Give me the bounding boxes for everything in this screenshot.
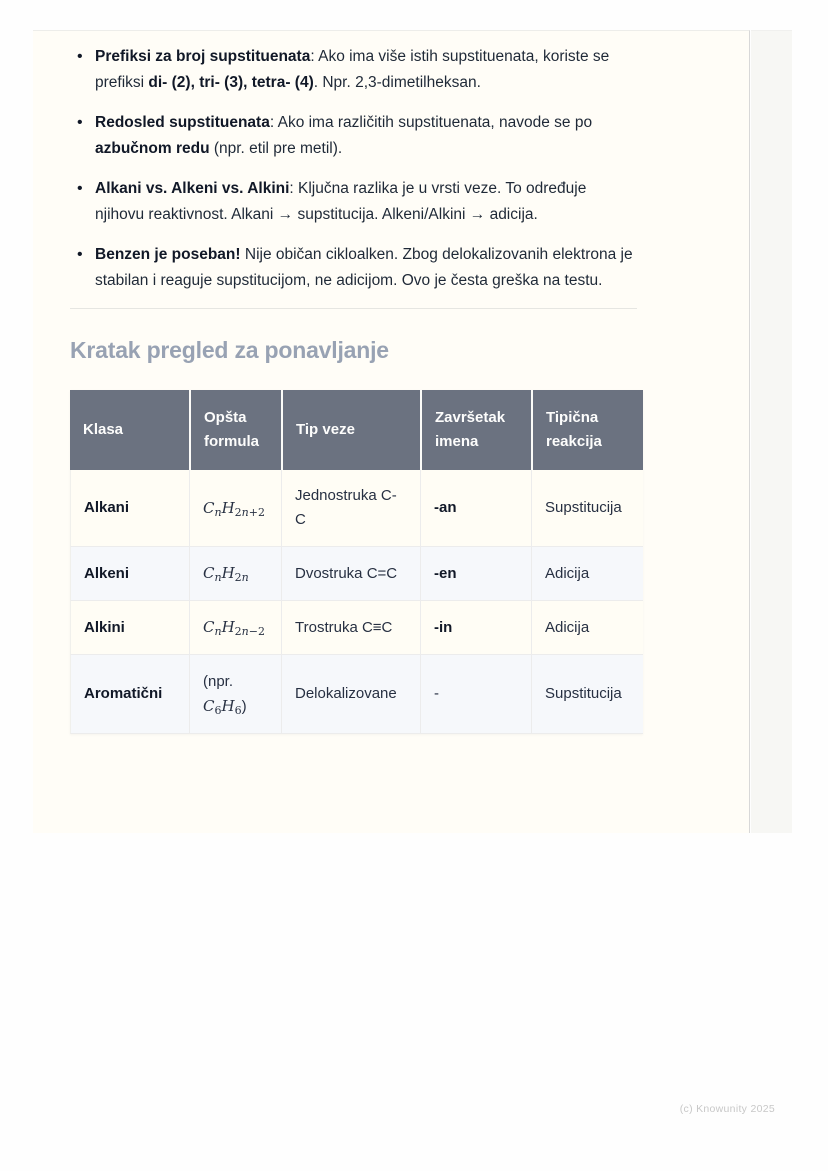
- section-heading: Kratak pregled za ponavljanje: [70, 337, 389, 363]
- class-name: Alkini: [84, 618, 125, 636]
- chemical-formula: $C_nH_{2n-2}$: [203, 618, 265, 638]
- column-header: Klasa: [70, 390, 189, 470]
- class-name: Aromatični: [84, 685, 163, 702]
- table-cell: [189, 655, 281, 734]
- table-header-row: [70, 390, 643, 470]
- column-header: Završetak imena: [420, 390, 531, 470]
- chemical-formula: $C_nH_{2n+2}$: [203, 498, 265, 519]
- table-cell: [70, 547, 189, 601]
- table-cell: [420, 655, 531, 734]
- column-header: Tip veze: [281, 390, 420, 470]
- table-cell: [420, 547, 531, 601]
- table-cell: [70, 470, 189, 547]
- table-body: [70, 470, 643, 734]
- table-cell: [420, 470, 531, 547]
- bond-type: Jednostruka C-C: [281, 470, 420, 547]
- chemical-formula: $C_nH_{2n}$: [203, 564, 249, 584]
- typical-reaction: Supstitucija: [531, 655, 643, 734]
- document-page: [33, 30, 750, 833]
- table-cell: [189, 470, 281, 547]
- next-page-edge: [751, 30, 792, 833]
- bond-type: Delokalizovane: [281, 655, 420, 734]
- chemical-formula: (npr. $C_6H_6$): [203, 673, 247, 717]
- name-ending: -: [434, 685, 439, 702]
- column-header: Tipična reakcija: [531, 390, 643, 470]
- bond-type: Trostruka C≡C: [281, 601, 420, 655]
- table-row: [70, 655, 643, 734]
- list-item: • Redosled supstituenata: Ako ima različitih supstituenata, navode se po azbučnom redu (npr. etil pre metil).: [70, 110, 637, 162]
- table-row: [70, 601, 643, 655]
- list-item: • Prefiksi za broj supstituenata: Ako ima više istih supstituenata, koriste se prefiksi di- (2), tri- (3), tetra- (4). Npr. 2,3-dimetilheksan.: [70, 44, 637, 96]
- table-cell: [189, 547, 281, 601]
- table-row: [70, 547, 643, 601]
- name-ending: -in: [434, 618, 453, 636]
- table-cell: [189, 601, 281, 655]
- section-divider: [70, 308, 637, 309]
- class-name: Alkeni: [84, 564, 130, 582]
- name-ending: -en: [434, 564, 457, 582]
- table-cell: [70, 655, 189, 734]
- typical-reaction: Adicija: [531, 601, 643, 655]
- summary-table: [70, 390, 643, 734]
- list-item: • Benzen je poseban! Nije običan cikloalken. Zbog delokalizovanih elektrona je stabilan i reaguje supstitucijom, ne adicijom. Ovo je česta greška na testu.: [70, 242, 637, 294]
- typical-reaction: Supstitucija: [531, 470, 643, 547]
- bullet-list: [70, 44, 637, 294]
- table-cell: [70, 601, 189, 655]
- column-header: Opšta formula: [189, 390, 281, 470]
- list-item: • Alkani vs. Alkeni vs. Alkini: Ključna razlika je u vrsti veze. To određuje njihovu reaktivnost. Alkani → supstitucija. Alkeni/Alkini → adicija.: [70, 176, 637, 228]
- copyright: (c) Knowunity 2025: [679, 1103, 775, 1115]
- bond-type: Dvostruka C=C: [281, 547, 420, 601]
- class-name: Alkani: [84, 499, 130, 516]
- table-row: [70, 470, 643, 547]
- table-cell: [420, 601, 531, 655]
- name-ending: -an: [434, 499, 457, 516]
- typical-reaction: Adicija: [531, 547, 643, 601]
